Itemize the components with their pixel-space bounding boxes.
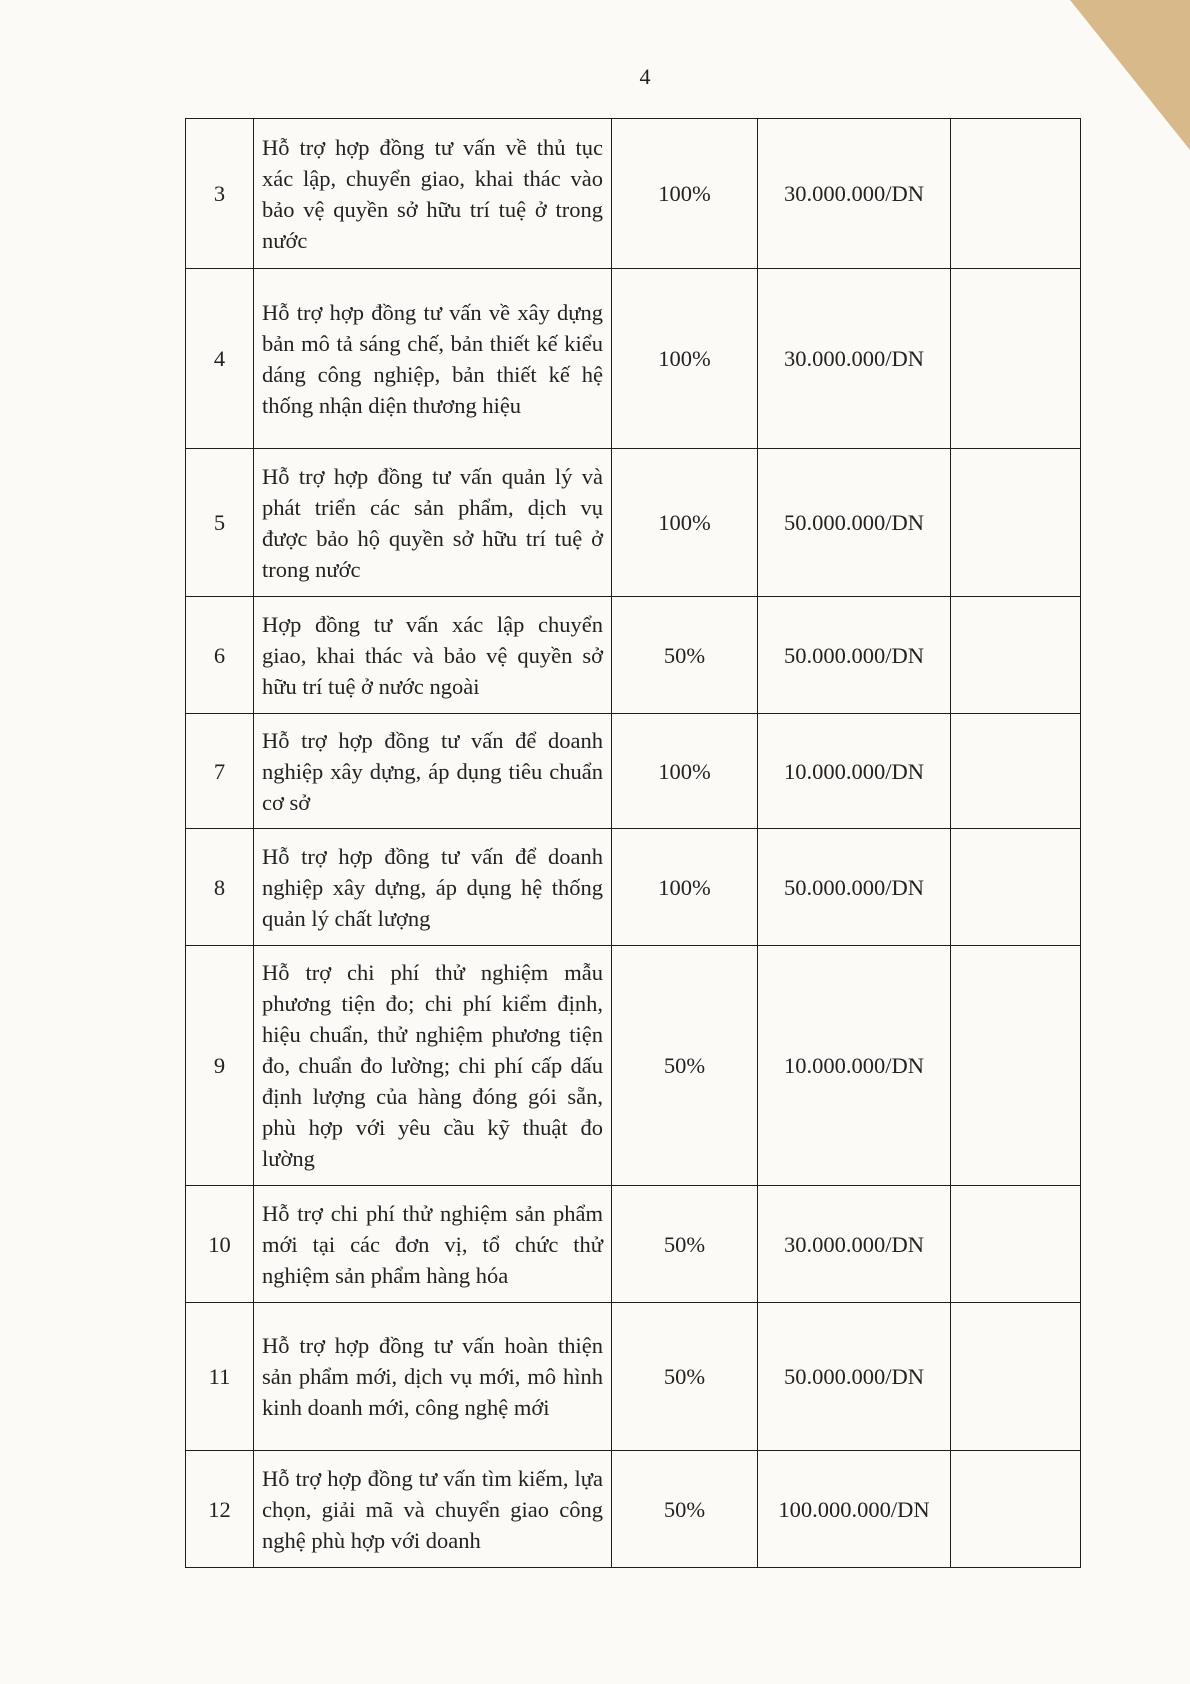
support-content: Hỗ trợ hợp đồng tư vấn tìm kiếm, lựa chọn, giải mã và chuyển giao công nghệ phù hợp với doanh — [254, 1451, 612, 1568]
row-number: 8 — [186, 829, 254, 946]
support-max-amount: 30.000.000/DN — [758, 119, 951, 269]
support-content: Hỗ trợ hợp đồng tư vấn để doanh nghiệp xây dựng, áp dụng tiêu chuẩn cơ sở — [254, 714, 612, 829]
table-row — [186, 1303, 1081, 1451]
support-max-amount: 10.000.000/DN — [758, 714, 951, 829]
support-content: Hỗ trợ hợp đồng tư vấn hoàn thiện sản phẩm mới, dịch vụ mới, mô hình kinh doanh mới, công nghệ mới — [254, 1303, 612, 1451]
row-number: 12 — [186, 1451, 254, 1568]
note-cell — [951, 1451, 1081, 1568]
table-row — [186, 597, 1081, 714]
support-max-amount: 100.000.000/DN — [758, 1451, 951, 1568]
support-rate: 100% — [612, 449, 758, 597]
note-cell — [951, 946, 1081, 1186]
row-number: 5 — [186, 449, 254, 597]
support-max-amount: 30.000.000/DN — [758, 1186, 951, 1303]
support-rate: 50% — [612, 1451, 758, 1568]
support-content: Hỗ trợ hợp đồng tư vấn về xây dựng bản mô tả sáng chế, bản thiết kế kiểu dáng công nghiệp, bản thiết kế hệ thống nhận diện thương hiệu — [254, 269, 612, 449]
support-rate: 50% — [612, 1303, 758, 1451]
support-content: Hợp đồng tư vấn xác lập chuyển giao, khai thác và bảo vệ quyền sở hữu trí tuệ ở nước ngoài — [254, 597, 612, 714]
note-cell — [951, 1303, 1081, 1451]
support-max-amount: 50.000.000/DN — [758, 597, 951, 714]
support-rate: 100% — [612, 269, 758, 449]
support-content: Hỗ trợ hợp đồng tư vấn để doanh nghiệp xây dựng, áp dụng hệ thống quản lý chất lượng — [254, 829, 612, 946]
support-rate: 100% — [612, 119, 758, 269]
note-cell — [951, 449, 1081, 597]
note-cell — [951, 597, 1081, 714]
note-cell — [951, 829, 1081, 946]
support-content: Hỗ trợ hợp đồng tư vấn quản lý và phát triển các sản phẩm, dịch vụ được bảo hộ quyền sở hữu trí tuệ ở trong nước — [254, 449, 612, 597]
page-number: 4 — [639, 64, 651, 89]
support-max-amount: 50.000.000/DN — [758, 829, 951, 946]
support-max-amount: 30.000.000/DN — [758, 269, 951, 449]
support-max-amount: 10.000.000/DN — [758, 946, 951, 1186]
support-rate: 50% — [612, 946, 758, 1186]
row-number: 9 — [186, 946, 254, 1186]
support-rate: 50% — [612, 1186, 758, 1303]
support-content: Hỗ trợ chi phí thử nghiệm sản phẩm mới tại các đơn vị, tổ chức thử nghiệm sản phẩm hàng hóa — [254, 1186, 612, 1303]
table-row — [186, 119, 1081, 269]
table-row — [186, 269, 1081, 449]
table-row — [186, 946, 1081, 1186]
note-cell — [951, 1186, 1081, 1303]
table-row — [186, 449, 1081, 597]
support-rate: 50% — [612, 597, 758, 714]
row-number: 4 — [186, 269, 254, 449]
support-content: Hỗ trợ hợp đồng tư vấn về thủ tục xác lập, chuyển giao, khai thác vào bảo vệ quyền sở hữu trí tuệ ở trong nước — [254, 119, 612, 269]
table-row — [186, 1186, 1081, 1303]
table-row — [186, 1451, 1081, 1568]
note-cell — [951, 269, 1081, 449]
support-max-amount: 50.000.000/DN — [758, 1303, 951, 1451]
row-number: 11 — [186, 1303, 254, 1451]
row-number: 6 — [186, 597, 254, 714]
note-cell — [951, 714, 1081, 829]
support-rate: 100% — [612, 829, 758, 946]
row-number: 10 — [186, 1186, 254, 1303]
support-content: Hỗ trợ chi phí thử nghiệm mẫu phương tiện đo; chi phí kiểm định, hiệu chuẩn, thử nghiệm phương tiện đo, chuẩn đo lường; chi phí cấp dấu định lượng của hàng đóng gói sẵn, phù hợp với yêu cầu kỹ thuật đo lường — [254, 946, 612, 1186]
support-rate: 100% — [612, 714, 758, 829]
row-number: 7 — [186, 714, 254, 829]
support-table — [185, 118, 1081, 1568]
table-row — [186, 829, 1081, 946]
support-max-amount: 50.000.000/DN — [758, 449, 951, 597]
table-row — [186, 714, 1081, 829]
row-number: 3 — [186, 119, 254, 269]
note-cell — [951, 119, 1081, 269]
